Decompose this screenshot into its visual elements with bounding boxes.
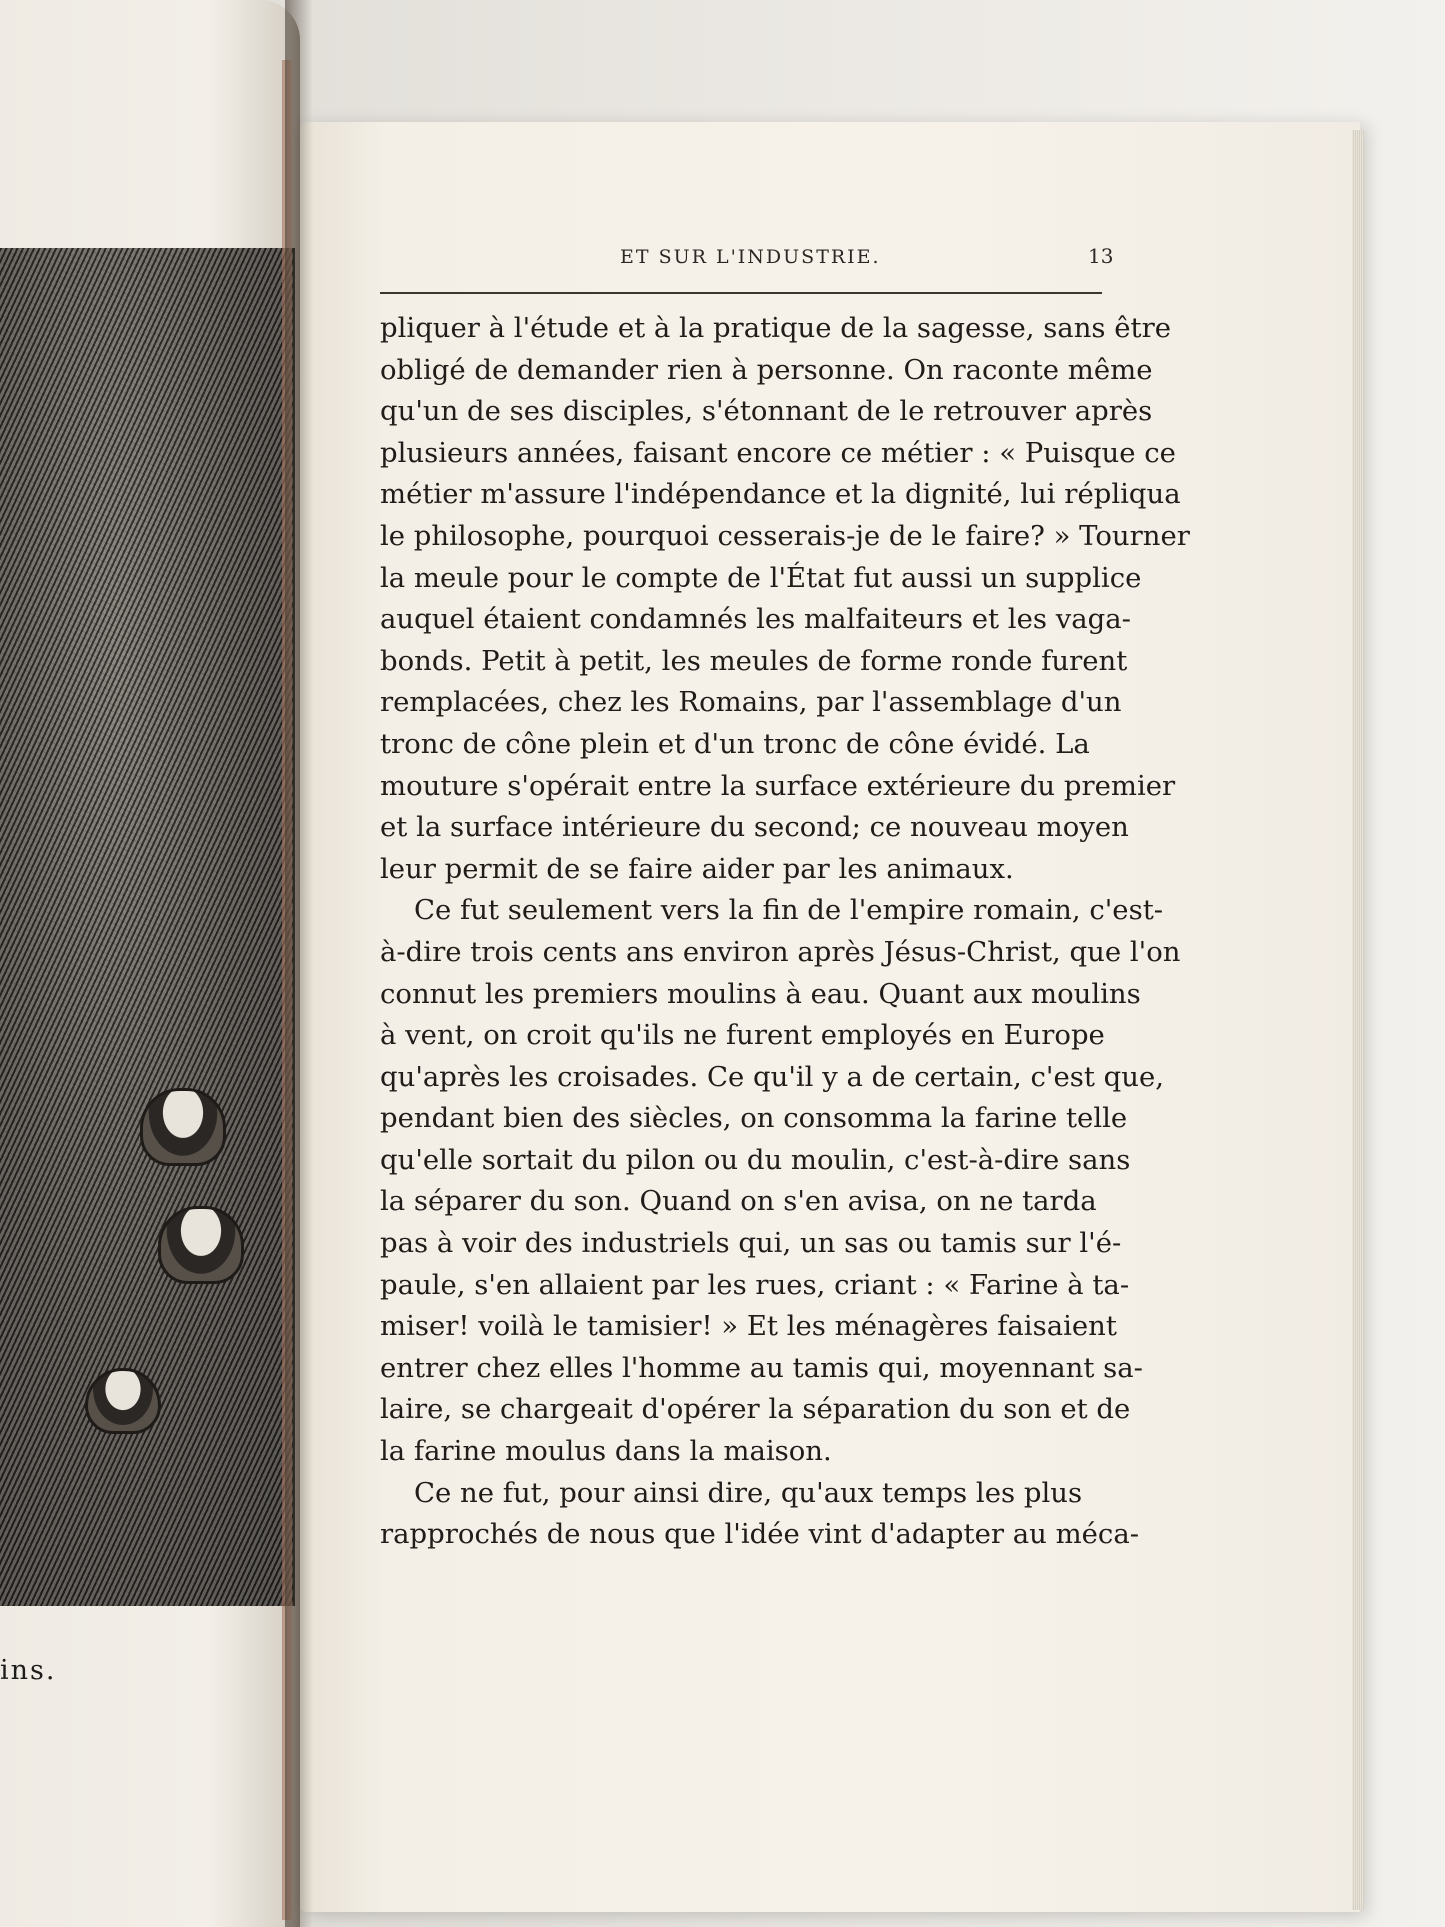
paragraph bbox=[380, 890, 1181, 1472]
text-line: remplacées, chez les Romains, par l'assemblage d'un bbox=[380, 686, 1122, 719]
text-line: à vent, on croit qu'ils ne furent employés en Europe bbox=[380, 1019, 1105, 1052]
page-edges bbox=[1352, 130, 1364, 1910]
vessel-illustration bbox=[158, 1206, 244, 1284]
header-rule bbox=[380, 292, 1102, 294]
text-line: entrer chez elles l'homme au tamis qui, moyennant sa- bbox=[380, 1351, 1143, 1384]
vessel-illustration bbox=[140, 1088, 226, 1166]
gutter-shadow bbox=[285, 0, 313, 1927]
paragraph bbox=[380, 308, 1190, 890]
text-line: miser! voilà le tamisier! » Et les ménagères faisaient bbox=[380, 1310, 1117, 1343]
text-line: à-dire trois cents ans environ après Jésus-Christ, que l'on bbox=[380, 935, 1181, 968]
vessel-illustration bbox=[85, 1368, 161, 1434]
text-line: métier m'assure l'indépendance et la dignité, lui répliqua bbox=[380, 478, 1181, 511]
text-line: paule, s'en allaient par les rues, criant : « Farine à ta- bbox=[380, 1268, 1130, 1301]
text-line: la farine moulus dans la maison. bbox=[380, 1435, 832, 1468]
running-head bbox=[0, 244, 1114, 276]
left-page-caption: ins. bbox=[0, 1655, 57, 1686]
text-line: laire, se chargeait d'opérer la séparation du son et de bbox=[380, 1393, 1131, 1426]
engraving-illustration bbox=[0, 248, 295, 1606]
text-line: mouture s'opérait entre la surface extérieure du premier bbox=[380, 769, 1176, 802]
paragraph bbox=[380, 1473, 1140, 1556]
text-line: Ce fut seulement vers la fin de l'empire romain, c'est- bbox=[414, 894, 1164, 927]
text-line: pliquer à l'étude et à la pratique de la sagesse, sans être bbox=[380, 312, 1172, 344]
text-line: pas à voir des industriels qui, un sas ou tamis sur l'é- bbox=[380, 1227, 1122, 1260]
text-line: bonds. Petit à petit, les meules de forme ronde furent bbox=[380, 644, 1128, 677]
running-title: ET SUR L'INDUSTRIE. bbox=[620, 246, 881, 268]
text-line: auquel étaient condamnés les malfaiteurs et les vaga- bbox=[380, 603, 1131, 636]
page-number: 13 bbox=[1088, 244, 1114, 268]
text-line: Ce ne fut, pour ainsi dire, qu'aux temps les plus bbox=[414, 1476, 1083, 1509]
text-line: la meule pour le compte de l'État fut aussi un supplice bbox=[380, 561, 1142, 594]
text-line: connut les premiers moulins à eau. Quant aux moulins bbox=[380, 977, 1141, 1010]
body-text bbox=[380, 308, 1190, 1556]
text-line: tronc de cône plein et d'un tronc de cône évidé. La bbox=[380, 727, 1090, 760]
text-line: le philosophe, pourquoi cesserais-je de le faire? » Tourner bbox=[380, 519, 1190, 552]
text-line: pendant bien des siècles, on consomma la farine telle bbox=[380, 1102, 1128, 1135]
text-line: la séparer du son. Quand on s'en avisa, on ne tarda bbox=[380, 1185, 1097, 1218]
text-line: qu'après les croisades. Ce qu'il y a de certain, c'est que, bbox=[380, 1060, 1164, 1093]
text-line: et la surface intérieure du second; ce nouveau moyen bbox=[380, 811, 1129, 844]
text-line: leur permit de se faire aider par les animaux. bbox=[380, 852, 1014, 885]
text-line: qu'un de ses disciples, s'étonnant de le retrouver après bbox=[380, 395, 1153, 428]
text-line: obligé de demander rien à personne. On raconte même bbox=[380, 353, 1153, 386]
left-page bbox=[0, 0, 300, 1927]
text-line: qu'elle sortait du pilon ou du moulin, c'est-à-dire sans bbox=[380, 1143, 1131, 1176]
text-line: plusieurs années, faisant encore ce métier : « Puisque ce bbox=[380, 436, 1176, 469]
text-line: rapprochés de nous que l'idée vint d'adapter au méca- bbox=[380, 1518, 1140, 1551]
